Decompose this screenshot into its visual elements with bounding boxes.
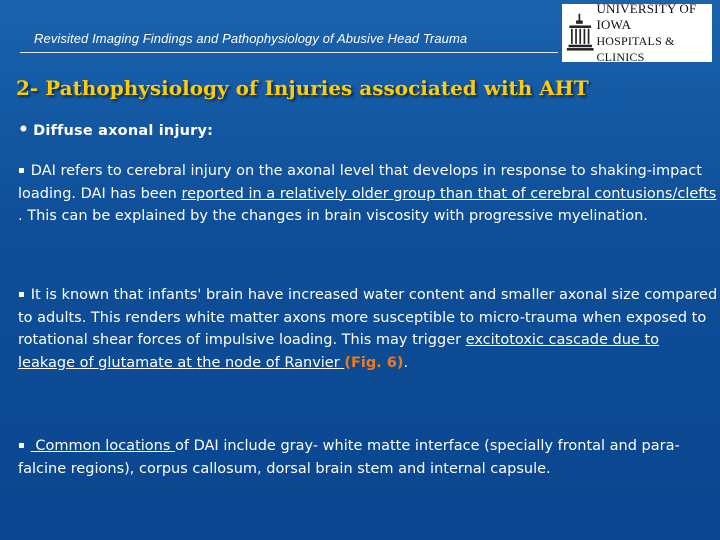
reference-link[interactable]: excitotoxic cascade due to leakage of glutamate at the node of Ranvier	[18, 332, 660, 371]
reference-link[interactable]: Common locations	[30, 438, 176, 454]
square-bullet-icon: ▪	[18, 440, 25, 451]
tower-seal-icon	[566, 8, 594, 58]
paragraph-text: It is known that infants' brain have increased water content and smaller axonal size compared to adults. This renders white matter axons more susceptible to micro-trauma when exposed to rotational shear forces of impulsive loading. This may trigger	[18, 287, 718, 348]
university-logo	[562, 1, 712, 64]
paragraph-infant-brain	[18, 284, 718, 374]
paragraph-dai-definition	[18, 160, 718, 228]
square-bullet-icon: ▪	[18, 289, 25, 300]
paragraph-text: DAI refers to cerebral injury on the axonal level that develops in response to shaking-impact loading. DAI has been	[18, 163, 702, 202]
header-divider	[20, 52, 558, 53]
paragraph-text: of DAI include gray- white matte interface (specially frontal and para-falcine regions), corpus callosum, dorsal brain stem and internal capsule.	[18, 438, 680, 477]
section-heading	[18, 120, 213, 140]
logo-line-1: UNIVERSITY OF IOWA	[596, 1, 697, 32]
paragraph-text: .	[403, 354, 409, 371]
reference-link[interactable]: reported in a relatively older group than that of cerebral contusions/clefts	[181, 185, 717, 202]
figure-reference[interactable]: (Fig. 6)	[344, 354, 404, 371]
paragraph-dai-locations	[18, 435, 718, 480]
square-bullet-icon: ▪	[18, 165, 25, 176]
paragraph-text: . This can be explained by the changes in brain viscosity with progressive myelination.	[18, 208, 648, 224]
slide-title: 2- Pathophysiology of Injuries associated with AHT	[16, 76, 589, 100]
bullet-icon: •	[18, 120, 30, 140]
section-heading-text: Diffuse axonal injury:	[33, 123, 214, 139]
logo-line-2: HOSPITALS & CLINICS	[596, 34, 675, 64]
slide-header: Revisited Imaging Findings and Pathophysiology of Abusive Head Trauma	[34, 31, 468, 46]
